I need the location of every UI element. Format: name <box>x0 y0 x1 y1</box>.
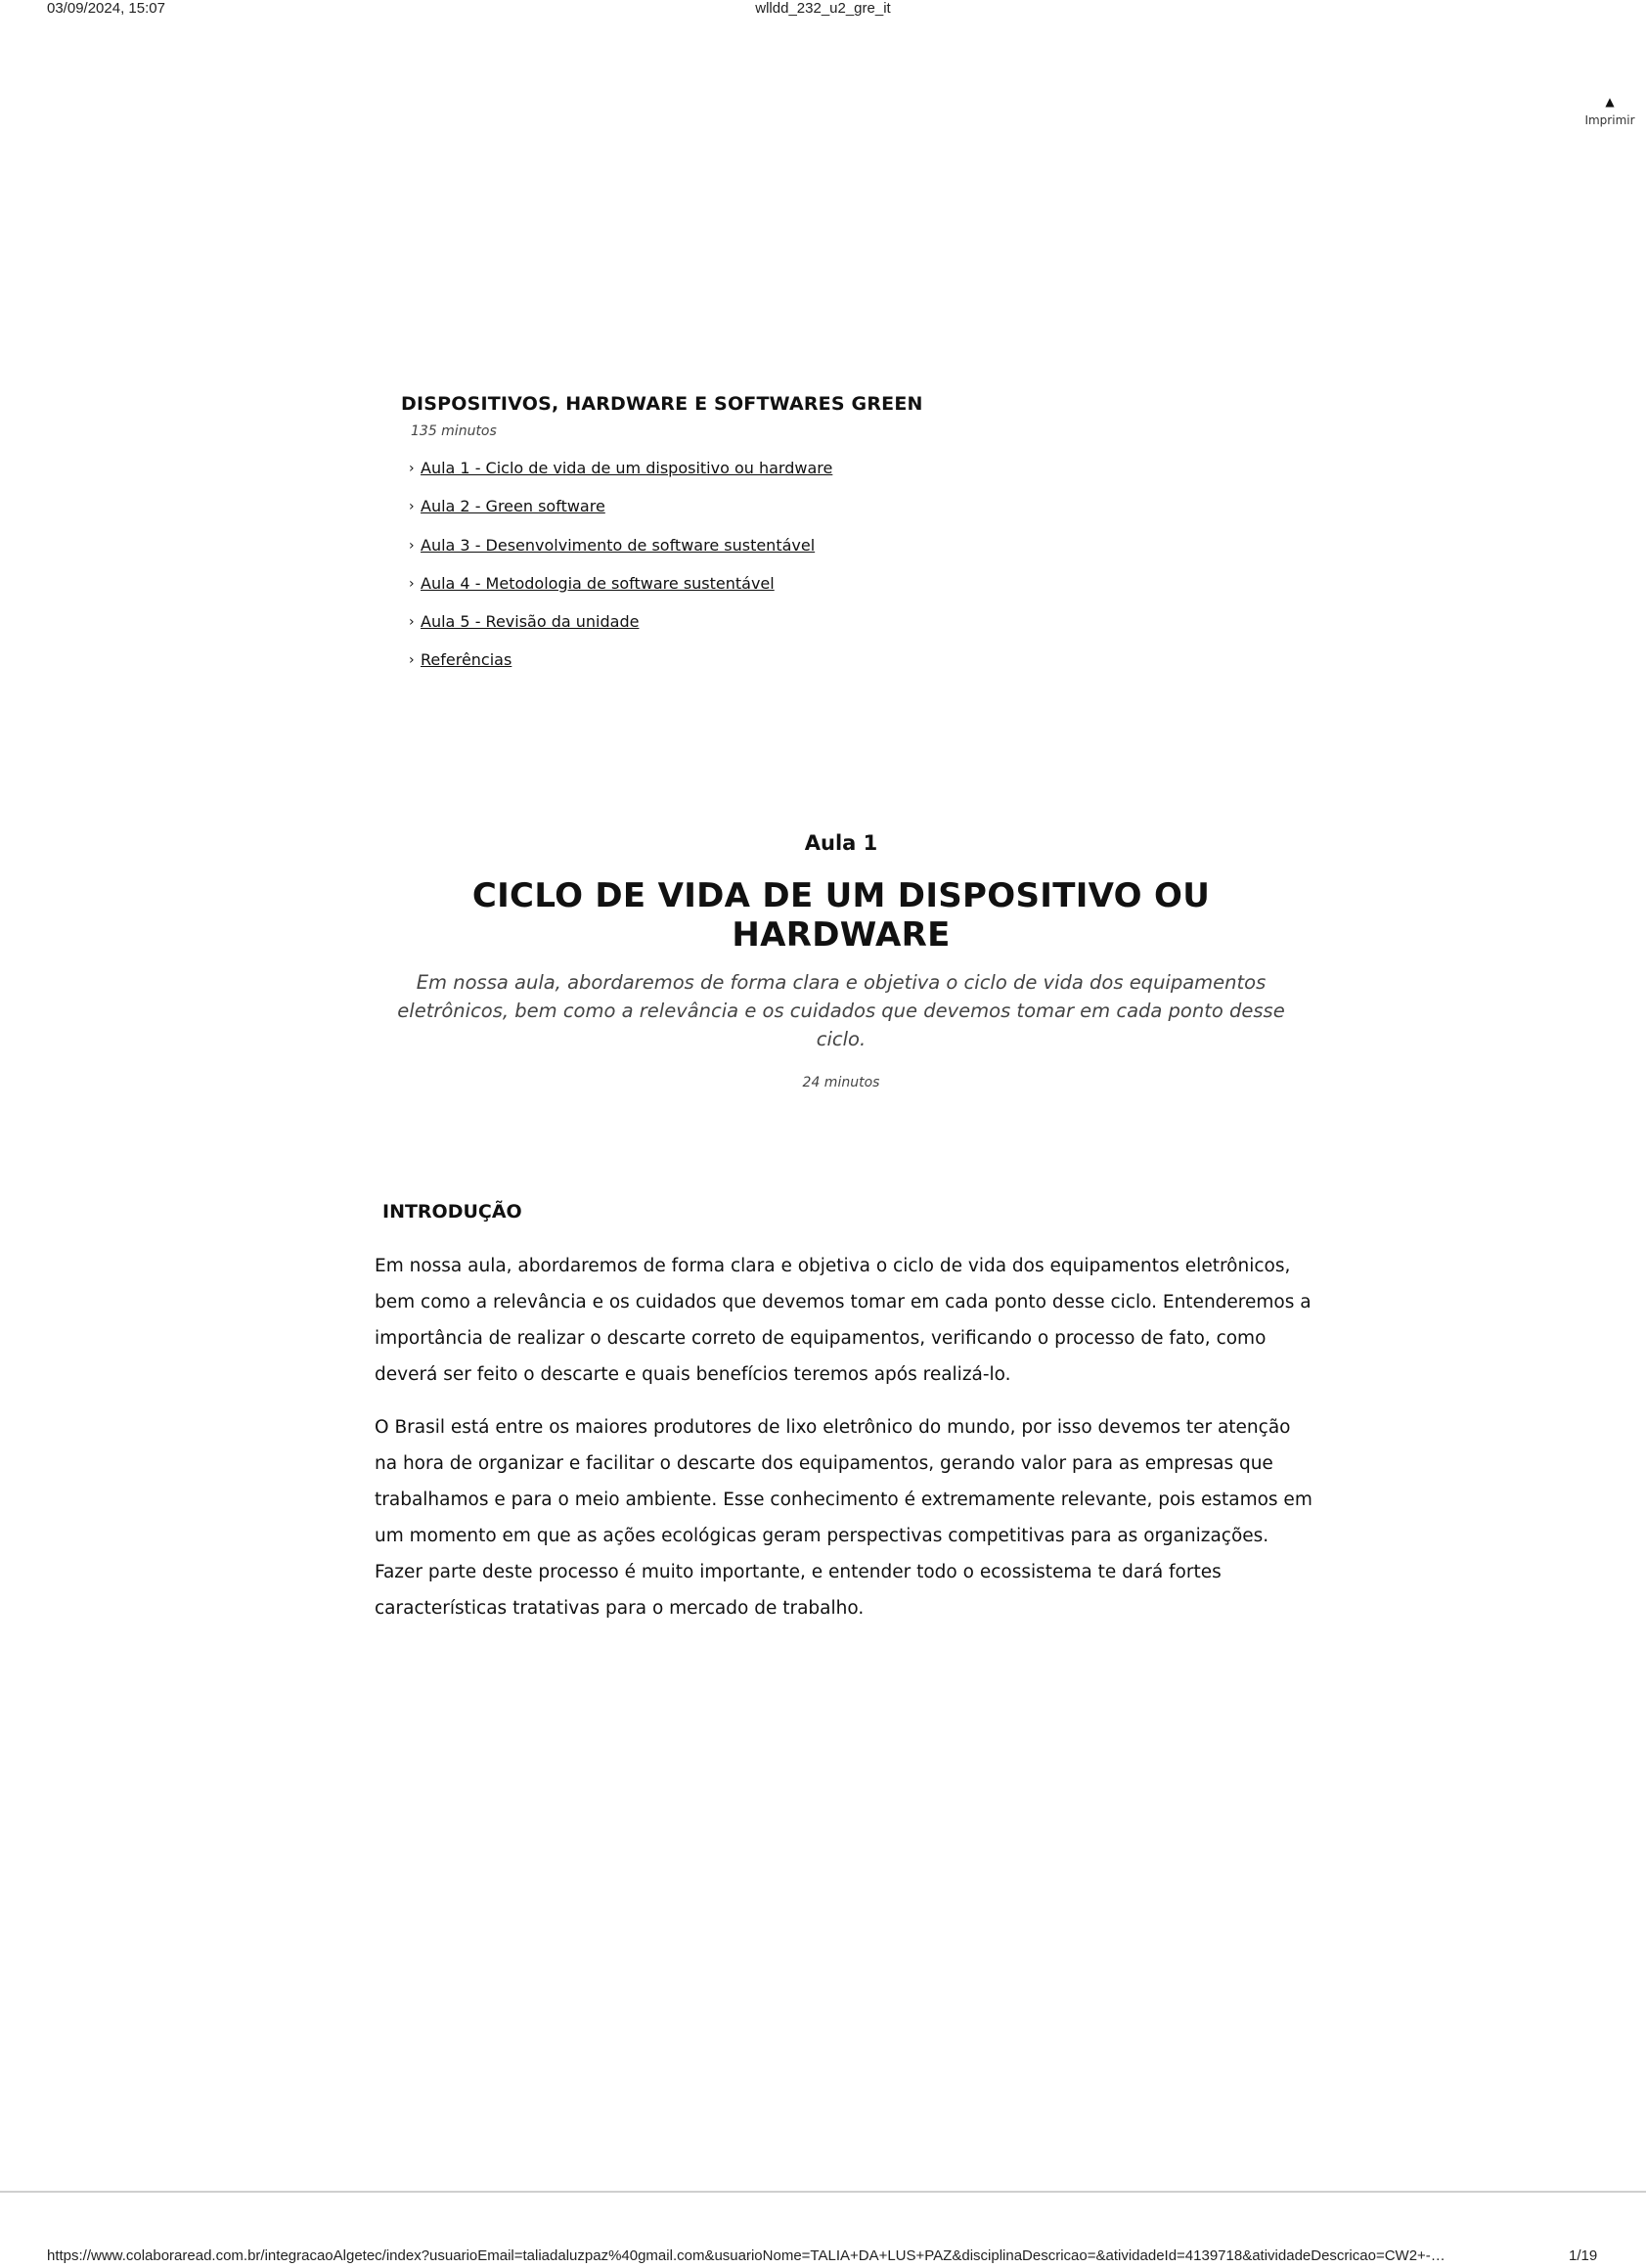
chevron-right-icon: › <box>409 537 415 554</box>
toc-item-aula-4 <box>409 574 1183 612</box>
chevron-right-icon: › <box>409 652 415 669</box>
toc-link-aula-5[interactable]: Aula 5 - Revisão da unidade <box>421 612 640 632</box>
print-date-time: 03/09/2024, 15:07 <box>47 0 165 17</box>
footer-divider <box>0 2191 1646 2193</box>
toc-link-aula-3[interactable]: Aula 3 - Desenvolvimento de software sustentável <box>421 535 816 555</box>
page-number: 1/19 <box>1569 2247 1598 2264</box>
print-header <box>0 0 1646 20</box>
caret-up-icon: ▲ <box>1605 95 1615 109</box>
unit-table-of-contents <box>401 393 1183 689</box>
lesson-duration: 24 minutos <box>802 1075 880 1090</box>
lesson-title: CICLO DE VIDA DE UM DISPOSITIVO OU HARDWARE <box>471 876 1211 955</box>
toc-item-aula-1 <box>409 459 1183 497</box>
toc-item-aula-2 <box>409 497 1183 535</box>
chevron-right-icon: › <box>409 575 415 592</box>
chevron-right-icon: › <box>409 499 415 515</box>
unit-title: DISPOSITIVOS, HARDWARE E SOFTWARES GREEN <box>401 393 923 415</box>
toc-link-aula-4[interactable]: Aula 4 - Metodologia de software sustentável <box>421 573 775 593</box>
lesson-number: Aula 1 <box>804 831 878 855</box>
print-button[interactable] <box>1580 96 1639 127</box>
toc-link-aula-1[interactable]: Aula 1 - Ciclo de vida de um dispositivo ou hardware <box>421 459 833 477</box>
toc-list <box>409 459 1183 689</box>
chevron-right-icon: › <box>409 461 415 476</box>
print-document-title: wlldd_232_u2_gre_it <box>755 0 891 17</box>
print-button-label: Imprimir <box>1584 113 1635 127</box>
print-footer <box>0 2247 1646 2267</box>
toc-link-referencias[interactable]: Referências <box>421 650 512 670</box>
chevron-right-icon: › <box>409 614 415 631</box>
toc-item-aula-5 <box>409 612 1183 650</box>
lesson-summary: Em nossa aula, abordaremos de forma clara e objetiva o ciclo de vida dos equipamentos eletrônicos, bem como a relevância e os cuidados que devemos tomar em cada ponto desse ciclo. <box>397 971 1285 1050</box>
section-title: INTRODUÇÃO <box>382 1201 522 1223</box>
unit-duration: 135 minutos <box>411 423 497 439</box>
toc-item-referencias <box>409 650 1183 689</box>
intro-section <box>375 1201 1313 1626</box>
intro-paragraph-2: O Brasil está entre os maiores produtores de lixo eletrônico do mundo, por isso devemos ter atenção na hora de organizar e facilitar o descarte dos equipamentos, gerando valor para as empresas que trabalhamos e para o meio ambiente. Esse conhecimento é extremamente relevante, pois estamos em um momento em que as ações ecológicas geram perspectivas competitivas para as organizações. Fazer parte deste processo é muito importante, e entender todo o ecossistema te dará fortes características tratativas para o mercado de trabalho. <box>375 1417 1312 1619</box>
intro-paragraph-1: Em nossa aula, abordaremos de forma clara e objetiva o ciclo de vida dos equipamentos eletrônicos, bem como a relevância e os cuidados que devemos tomar em cada ponto desse ciclo. Entenderemos a importância de realizar o descarte correto de equipamentos, verificando o processo de fato, como deverá ser feito o descarte e quais benefícios teremos após realizá-lo. <box>375 1256 1312 1385</box>
print-url: https://www.colaboraread.com.br/integracaoAlgetec/index?usuarioEmail=taliadaluzpaz%40gmail.com&usuarioNome=TALIA+DA+LUS+PAZ&disciplinaDescricao=&atividadeId=4139718&atividadeDescricao=CW2+-… <box>47 2247 1446 2264</box>
toc-item-aula-3 <box>409 536 1183 574</box>
toc-link-aula-2[interactable]: Aula 2 - Green software <box>421 497 605 516</box>
lesson-header <box>372 831 1311 1090</box>
